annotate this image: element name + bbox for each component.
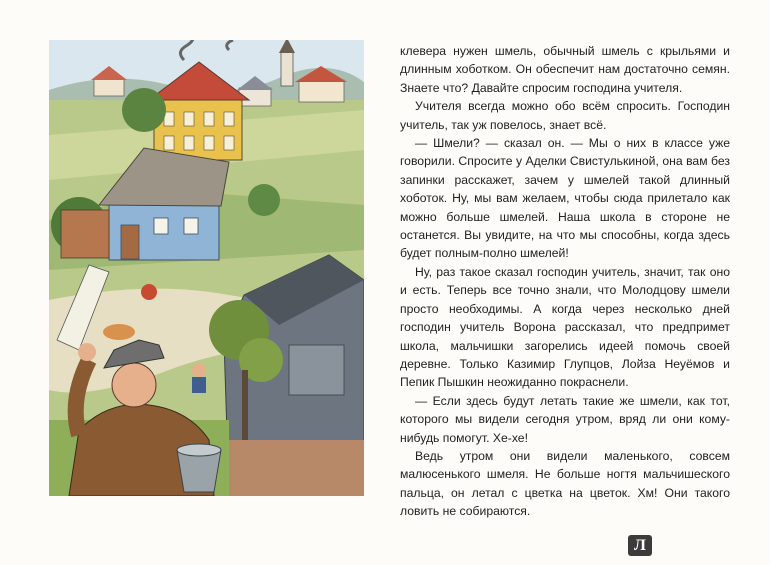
tree-trunk xyxy=(242,370,248,440)
tree xyxy=(248,184,280,216)
village-illustration xyxy=(49,40,364,496)
child-shirt xyxy=(192,377,206,393)
dog xyxy=(103,324,135,340)
window xyxy=(184,112,194,126)
church-tower xyxy=(281,52,293,86)
child-head xyxy=(192,363,206,377)
publisher-logo-badge: Л xyxy=(628,535,652,556)
paragraph: — Шмели? — сказал он. — Мы о них в классе уже говорили. Спросите у Аделки Свистулькиной, она вам без запинки расскажет, зачем у шмелей такой длинный хоботок. Ну, мы вам желаем, чтобы сюда прилетало как можно больше шмелей. Наша школа в стороне не останется. Вы увидите, на что мы способны, когда здесь будет полным-полно шмелей! xyxy=(400,136,730,261)
shed xyxy=(61,210,109,258)
paragraph: — Если здесь будут летать такие же шмели, как тот, которого мы видели сегодня утром, вряд ли они кому-нибудь помогут. Хе-хе! xyxy=(400,393,730,445)
bucket-rim xyxy=(177,444,221,456)
man-hand xyxy=(78,343,96,361)
story-text xyxy=(400,42,730,521)
paragraph: Ну, раз такое сказал господин учитель, значит, так оно и есть. Теперь все точно знали, что Молодцову шмели просто необходимы. А когда через несколько дней господин учитель Ворона рассказал, что предпримет школа, мальчишки загорелись идеей помочь своей деревне. Только Казимир Глупцов, Лойза Неуёмов и Пепик Пышкин неожиданно покраснели. xyxy=(400,264,730,390)
brick-wall xyxy=(229,440,364,496)
paragraph: Ведь утром они видели маленького, совсем малюсенького шмеля. Не больше ногтя мальчишеского пальца, он летал с цветка на цветок. Хм! Они такого ловить не собираются. xyxy=(400,448,730,519)
window xyxy=(184,136,194,150)
distant-house-3 xyxy=(299,80,344,102)
window xyxy=(154,218,168,234)
paragraph: клевера нужен шмель, обычный шмель с крыльями и длинным хоботком. Он обеспечит нам достаточно семян. Знаете что? Давайте спросим господина учителя. xyxy=(400,44,730,95)
rooster xyxy=(141,284,157,300)
window xyxy=(204,136,214,150)
illustration-art xyxy=(49,40,364,496)
yellow-house xyxy=(154,98,242,160)
window xyxy=(184,218,198,234)
window xyxy=(204,112,214,126)
distant-house xyxy=(94,78,124,96)
tree xyxy=(122,88,166,132)
paragraph: Учителя всегда можно обо всём спросить. Господин учитель, так уж повелось, знает всё. xyxy=(400,99,730,132)
window xyxy=(224,136,234,150)
window xyxy=(164,136,174,150)
man-face xyxy=(112,363,156,407)
shed-window xyxy=(289,345,344,395)
door xyxy=(121,225,139,259)
window xyxy=(224,112,234,126)
